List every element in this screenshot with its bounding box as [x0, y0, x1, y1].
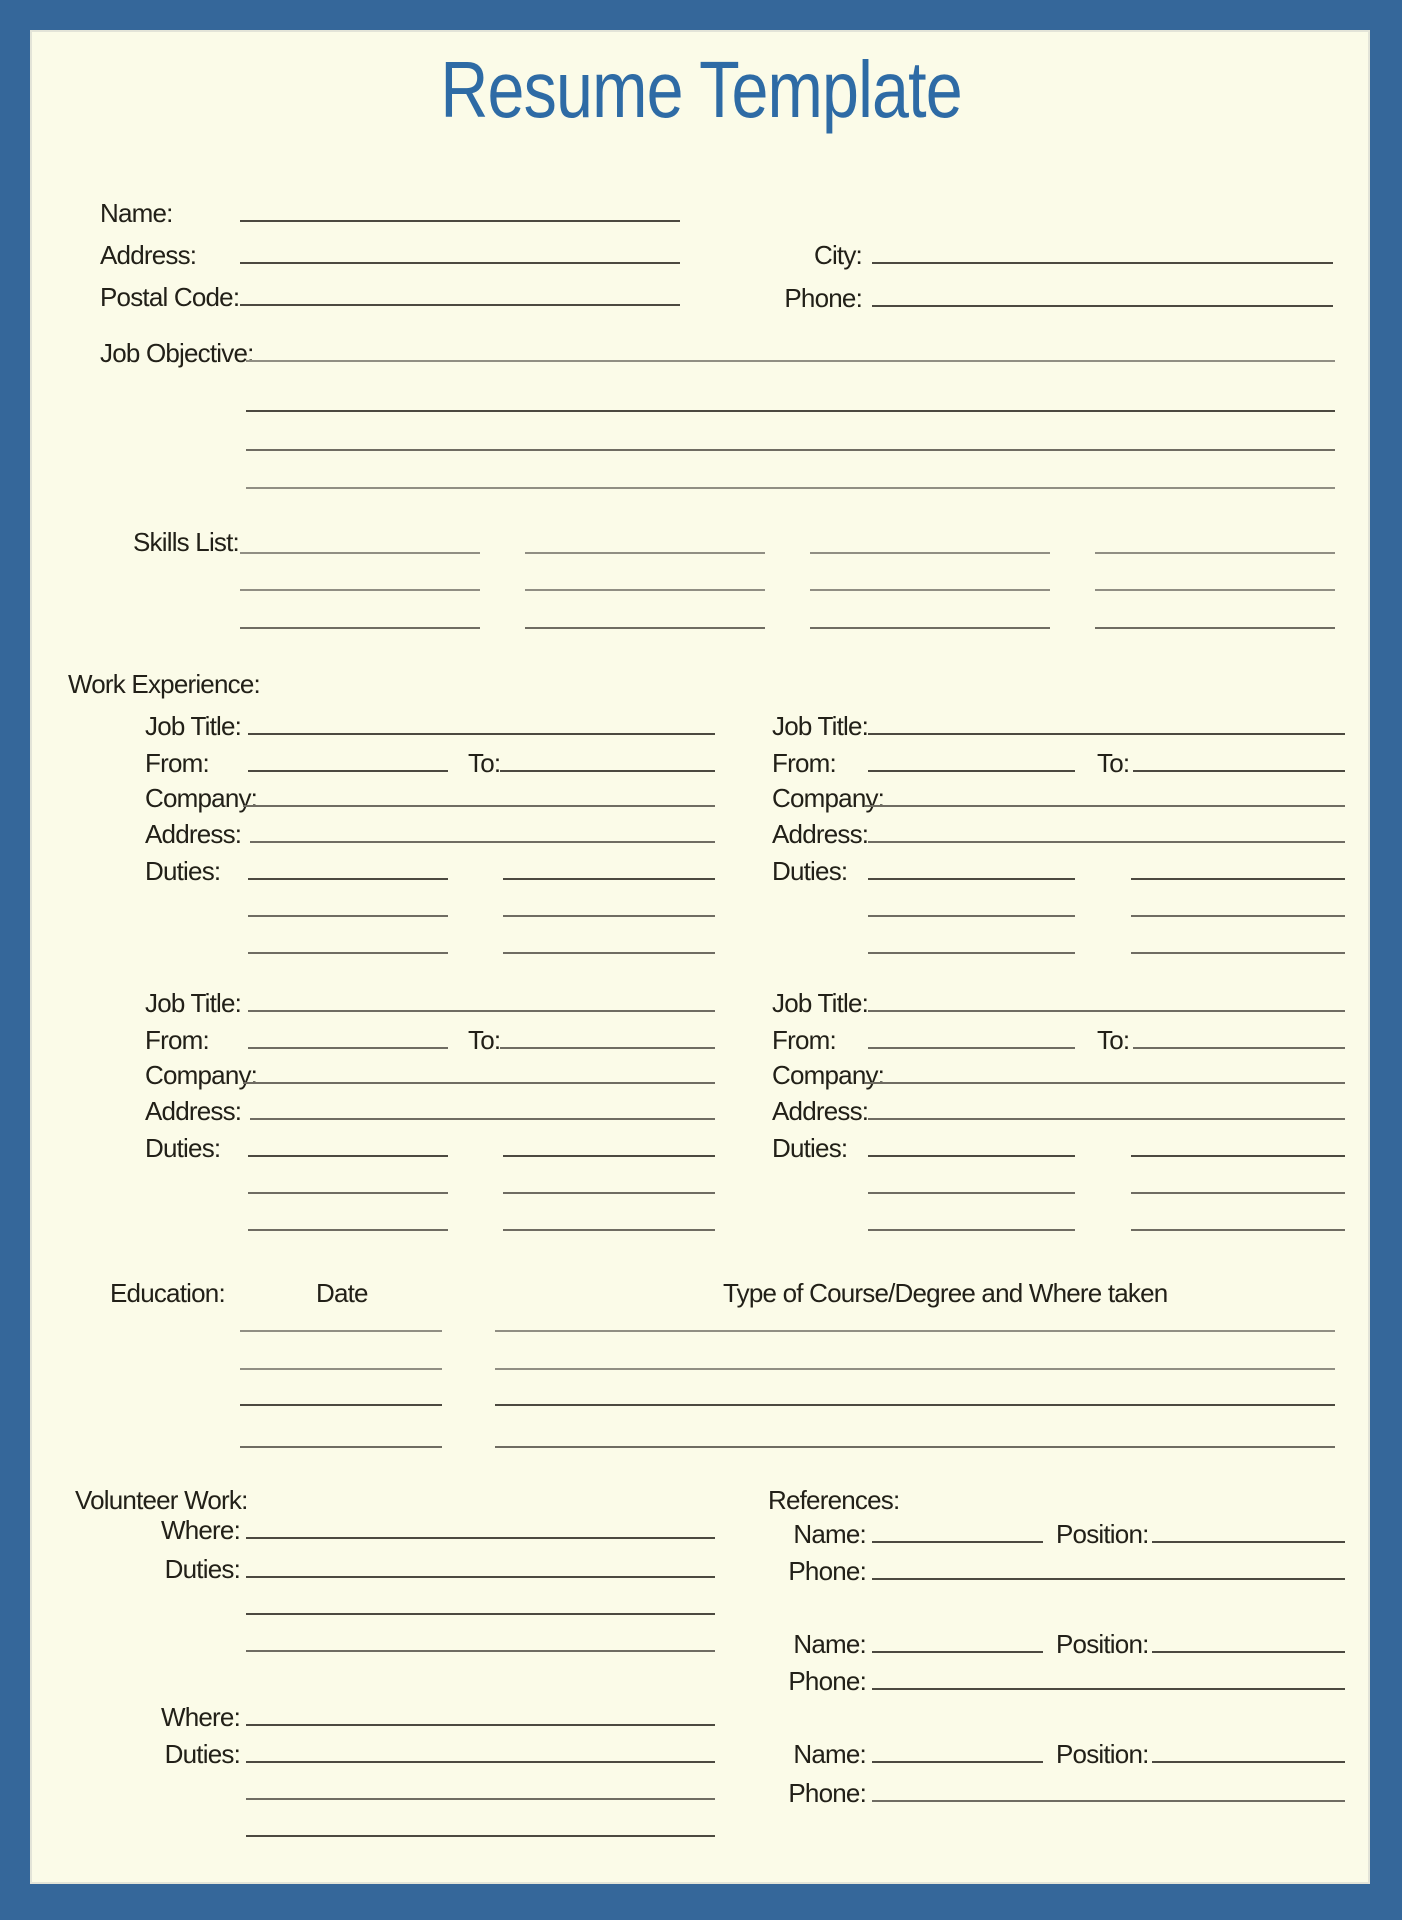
- job3-duties-line-r3c1[interactable]: [248, 1229, 448, 1231]
- education-course-line-1[interactable]: [495, 1330, 1335, 1332]
- page-title: Resume Template: [440, 45, 962, 134]
- ref1-name-line[interactable]: [872, 1541, 1043, 1543]
- references-label: References:: [768, 1485, 900, 1515]
- job4-address-label: Address:: [772, 1096, 869, 1126]
- volunteer2-duties-line-3[interactable]: [246, 1835, 715, 1837]
- job4-title-line[interactable]: [868, 1010, 1345, 1012]
- skill-line-r1c3[interactable]: [810, 552, 1050, 554]
- job3-duties-line-r2c2[interactable]: [503, 1192, 715, 1194]
- job2-duties-line-r2c2[interactable]: [1131, 915, 1345, 917]
- job2-duties-line-r3c1[interactable]: [868, 952, 1075, 954]
- volunteer1-duties-line-1[interactable]: [246, 1576, 715, 1578]
- job1-duties-line-r1c1[interactable]: [248, 878, 448, 880]
- job1-title-line[interactable]: [248, 733, 715, 735]
- job2-address-label: Address:: [772, 819, 869, 849]
- job3-company-label: Company:: [145, 1060, 258, 1090]
- postal-code-label: Postal Code:: [100, 282, 240, 312]
- skill-line-r1c1[interactable]: [240, 552, 480, 554]
- job4-duties-line-r2c2[interactable]: [1131, 1192, 1345, 1194]
- job2-address-line[interactable]: [868, 841, 1345, 843]
- ref3-name-line[interactable]: [872, 1761, 1043, 1763]
- job2-title-line[interactable]: [868, 733, 1345, 735]
- job2-from-label: From:: [772, 748, 836, 778]
- job1-to-label: To:: [468, 748, 501, 778]
- ref3-position-line[interactable]: [1152, 1761, 1345, 1763]
- ref1-position-label: Position:: [1056, 1519, 1149, 1549]
- job1-address-label: Address:: [145, 819, 242, 849]
- job3-duties-line-r3c2[interactable]: [503, 1229, 715, 1231]
- job3-from-label: From:: [145, 1025, 209, 1055]
- ref2-phone-line[interactable]: [872, 1688, 1345, 1690]
- job2-company-line[interactable]: [865, 805, 1345, 807]
- job2-title-label: Job Title:: [772, 711, 869, 741]
- job2-to-label: To:: [1097, 748, 1130, 778]
- work-experience-label: Work Experience:: [68, 669, 260, 699]
- job4-to-label: To:: [1097, 1025, 1130, 1055]
- job4-address-line[interactable]: [868, 1118, 1345, 1120]
- job-objective-line-3[interactable]: [246, 449, 1335, 451]
- ref3-position-label: Position:: [1056, 1739, 1149, 1769]
- ref3-phone-label: Phone:: [788, 1778, 866, 1808]
- city-field-line[interactable]: [872, 262, 1333, 264]
- education-course-header: Type of Course/Degree and Where taken: [723, 1278, 1168, 1308]
- ref1-name-label: Name:: [793, 1519, 866, 1549]
- volunteer1-duties-line-3[interactable]: [246, 1650, 715, 1652]
- job1-duties-line-r3c2[interactable]: [503, 952, 715, 954]
- volunteer-work-label: Volunteer Work:: [75, 1485, 248, 1515]
- job2-duties-line-r1c2[interactable]: [1131, 878, 1345, 880]
- postal-code-field-line[interactable]: [240, 304, 680, 306]
- education-date-line-2[interactable]: [240, 1368, 442, 1370]
- skill-line-r2c1[interactable]: [240, 589, 480, 591]
- volunteer2-where-label: Where:: [160, 1702, 240, 1732]
- education-course-line-4[interactable]: [495, 1446, 1335, 1448]
- skill-line-r1c4[interactable]: [1095, 552, 1335, 554]
- phone-label: Phone:: [784, 283, 862, 313]
- job3-title-label: Job Title:: [145, 988, 242, 1018]
- job3-duties-line-r2c1[interactable]: [248, 1192, 448, 1194]
- education-date-line-3[interactable]: [240, 1404, 442, 1406]
- job2-to-line[interactable]: [1133, 770, 1345, 772]
- education-course-line-3[interactable]: [495, 1404, 1335, 1406]
- volunteer1-duties-label: Duties:: [164, 1554, 240, 1584]
- job4-from-label: From:: [772, 1025, 836, 1055]
- job4-duties-line-r2c1[interactable]: [868, 1192, 1075, 1194]
- address-field-line[interactable]: [240, 262, 680, 264]
- job-objective-label: Job Objective:: [100, 338, 254, 368]
- job3-company-line[interactable]: [243, 1082, 715, 1084]
- job-objective-line-2[interactable]: [246, 410, 1335, 412]
- job1-duties-label: Duties:: [145, 856, 221, 886]
- volunteer2-duties-line-2[interactable]: [246, 1798, 715, 1800]
- job3-from-line[interactable]: [248, 1047, 448, 1049]
- job2-duties-line-r1c1[interactable]: [868, 878, 1075, 880]
- job-objective-line-4[interactable]: [246, 487, 1335, 489]
- job1-duties-line-r2c2[interactable]: [503, 915, 715, 917]
- ref3-name-label: Name:: [793, 1739, 866, 1769]
- volunteer1-where-label: Where:: [160, 1515, 240, 1545]
- job3-duties-label: Duties:: [145, 1133, 221, 1163]
- job4-to-line[interactable]: [1133, 1047, 1345, 1049]
- job4-company-line[interactable]: [865, 1082, 1345, 1084]
- ref2-name-line[interactable]: [872, 1651, 1043, 1653]
- job1-duties-line-r1c2[interactable]: [503, 878, 715, 880]
- name-label: Name:: [100, 198, 173, 228]
- skill-line-r3c2[interactable]: [525, 627, 765, 629]
- job3-duties-line-r1c2[interactable]: [503, 1155, 715, 1157]
- education-date-line-4[interactable]: [240, 1446, 442, 1448]
- job4-title-label: Job Title:: [772, 988, 869, 1018]
- job3-address-line[interactable]: [250, 1118, 715, 1120]
- job4-duties-line-r3c1[interactable]: [868, 1229, 1075, 1231]
- skill-line-r2c3[interactable]: [810, 589, 1050, 591]
- job2-company-label: Company:: [772, 783, 885, 813]
- ref2-name-label: Name:: [793, 1629, 866, 1659]
- skill-line-r2c2[interactable]: [525, 589, 765, 591]
- job4-from-line[interactable]: [868, 1047, 1075, 1049]
- job2-duties-line-r2c1[interactable]: [868, 915, 1075, 917]
- job1-address-line[interactable]: [250, 841, 715, 843]
- ref1-position-line[interactable]: [1152, 1541, 1345, 1543]
- education-label: Education:: [110, 1278, 225, 1308]
- job3-to-line[interactable]: [500, 1047, 715, 1049]
- volunteer2-duties-label: Duties:: [164, 1739, 240, 1769]
- ref1-phone-line[interactable]: [872, 1578, 1345, 1580]
- job1-company-label: Company:: [145, 783, 258, 813]
- name-field-line[interactable]: [240, 220, 680, 222]
- job1-from-line[interactable]: [248, 770, 448, 772]
- job3-title-line[interactable]: [248, 1010, 715, 1012]
- job1-to-line[interactable]: [500, 770, 715, 772]
- ref2-position-line[interactable]: [1152, 1651, 1345, 1653]
- job3-duties-line-r1c1[interactable]: [248, 1155, 448, 1157]
- job4-duties-line-r1c1[interactable]: [868, 1155, 1075, 1157]
- job1-from-label: From:: [145, 748, 209, 778]
- ref3-phone-line[interactable]: [872, 1800, 1345, 1802]
- job1-duties-line-r2c1[interactable]: [248, 915, 448, 917]
- education-date-line-1[interactable]: [240, 1330, 442, 1332]
- education-course-line-2[interactable]: [495, 1368, 1335, 1370]
- skills-list-label: Skills List:: [133, 527, 239, 557]
- job4-duties-line-r3c2[interactable]: [1131, 1229, 1345, 1231]
- volunteer1-where-line[interactable]: [246, 1537, 715, 1539]
- volunteer1-duties-line-2[interactable]: [246, 1613, 715, 1615]
- job4-duties-label: Duties:: [772, 1133, 848, 1163]
- job4-company-label: Company:: [772, 1060, 885, 1090]
- job1-company-line[interactable]: [243, 805, 715, 807]
- education-date-header: Date: [316, 1278, 368, 1308]
- volunteer2-where-line[interactable]: [246, 1724, 715, 1726]
- job1-title-label: Job Title:: [145, 711, 242, 741]
- job2-duties-line-r3c2[interactable]: [1131, 952, 1345, 954]
- skill-line-r1c2[interactable]: [525, 552, 765, 554]
- job3-address-label: Address:: [145, 1096, 242, 1126]
- job3-to-label: To:: [468, 1025, 501, 1055]
- skill-line-r3c3[interactable]: [810, 627, 1050, 629]
- job4-duties-line-r1c2[interactable]: [1131, 1155, 1345, 1157]
- skill-line-r3c1[interactable]: [240, 627, 480, 629]
- ref2-position-label: Position:: [1056, 1629, 1149, 1659]
- address-label: Address:: [100, 240, 197, 270]
- skill-line-r3c4[interactable]: [1095, 627, 1335, 629]
- skill-line-r2c4[interactable]: [1095, 589, 1335, 591]
- volunteer2-duties-line-1[interactable]: [246, 1761, 715, 1763]
- city-label: City:: [813, 240, 862, 270]
- job2-duties-label: Duties:: [772, 856, 848, 886]
- ref2-phone-label: Phone:: [788, 1666, 866, 1696]
- phone-field-line[interactable]: [872, 305, 1333, 307]
- job-objective-line-1[interactable]: [246, 360, 1335, 362]
- job2-from-line[interactable]: [868, 770, 1075, 772]
- ref1-phone-label: Phone:: [788, 1556, 866, 1586]
- job1-duties-line-r3c1[interactable]: [248, 952, 448, 954]
